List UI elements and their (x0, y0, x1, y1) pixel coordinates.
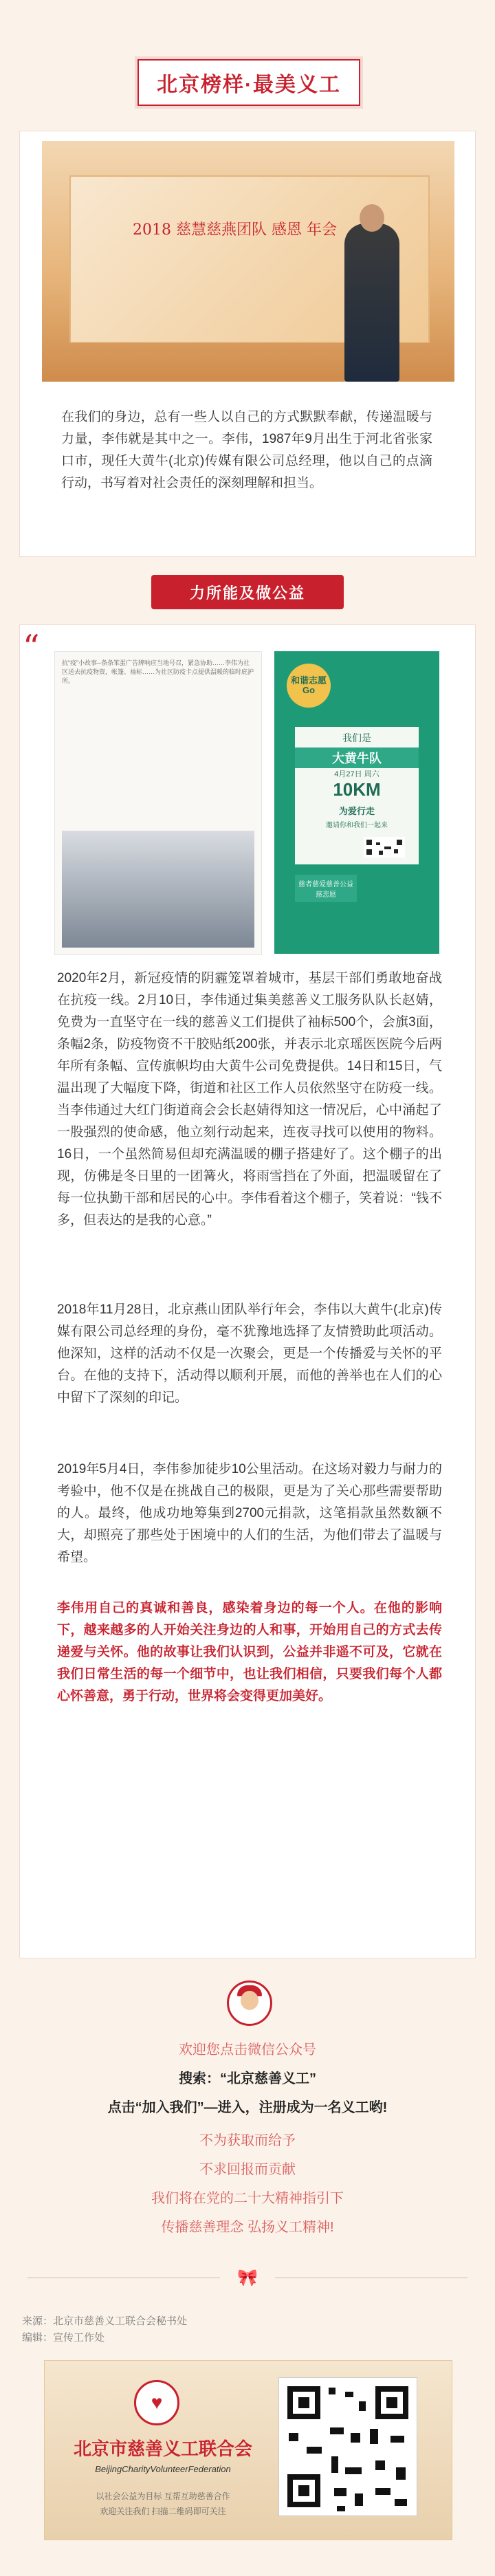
bow-icon: 🎀 (237, 2269, 258, 2287)
qr-code-icon[interactable] (278, 2377, 417, 2516)
org-slogan: 欢迎关注我们 扫描二维码即可关注 (100, 2507, 226, 2516)
poster-card (295, 727, 419, 864)
cta-motto: 传播慈善理念 弘扬义工精神! (161, 2220, 334, 2235)
hero-photo (42, 141, 454, 382)
story-paragraph: 2019年5月4日，李伟参加徒步10公里活动。在这场对毅力与耐力的考验中，他不仅是在挑战自己的极限，更是为了关心那些需要帮助的人。最终，他成功地筹集到2700元捐款，这笔捐款虽然数额不大，却照亮了那些处于困境中的人们的生活，为他们带去了温暖与希望。 (57, 1462, 442, 1564)
poster-badge: 慈者慈爱慈善公益 慈悲愿 (295, 875, 357, 902)
source-credit: 来源：北京市慈善义工联合会秘书处 (22, 2315, 188, 2327)
story-paragraph: 2020年2月，新冠疫情的阴霾笼罩着城市，基层干部们勇敢地奋战在抗疫一线。2月10日，李伟通过集美慈善义工服务队队长赵婧，免费为一直坚守在一线的慈善义工们提供了袖标500个，会旗3面，条幅2条，防疫物资不干胶贴纸200张，并表示北京瑶医医院今后两年所有条幅、宣传旗帜均由大黄牛公司免费提供。14日和15日，气温出现了大幅度下降，街道和社区工作人员依然坚守在防疫一线。当李伟通过大红门街道商会会长赵婧得知这一情况后，心中涌起了一股强烈的使命感，他立刻行动起来，连夜寻找可以使用的物料。16日，一个虽然简易但却充满温暖的棚子搭建好了。这个棚子的出现，仿佛是冬日里的一团篝火，将雨雪挡在了外面，把温暖留在了每一位执勤干部和居民的心中。李伟看着这个棚子，笑着说：“钱不多，但表达的是我的心意。” (57, 971, 442, 1227)
section-heading: 力所能及做公益 (151, 575, 344, 609)
intro-paragraph: 在我们的身边，总有一些人以自己的方式默默奉献，传递温暖与力量，李伟就是其中之一。李伟，1987年9月出生于河北省张家口市，现任大黄牛(北京)传媒有限公司总经理，他以自己的点滴行动，书写着对社会责任的深刻理解和担当。 (61, 410, 432, 490)
cta-motto: 不为获取而给予 (199, 2133, 296, 2148)
page-title: 北京榜样·最美义工 (157, 74, 341, 96)
cta-motto: 不求回报而贡献 (199, 2162, 296, 2177)
org-name: 北京市慈善义工联合会 (73, 2439, 252, 2460)
org-slogan: 以社会公益为目标 互帮互助慈善合作 (96, 2491, 230, 2501)
organization-footer-banner (44, 2360, 452, 2540)
title-banner (138, 59, 360, 106)
story-card (19, 624, 476, 1958)
avatar-face (241, 1991, 258, 2010)
poster-logo-circle: 和谐志愿Go (287, 664, 331, 708)
poster-slogan: 为爱行走 (338, 806, 375, 816)
cta-motto: 我们将在党的二十大精神指引下 (151, 2191, 344, 2206)
volunteer-avatar-icon (227, 1980, 272, 2026)
news-clipping-photo (62, 831, 254, 948)
cta-welcome: 欢迎您点击微信公众号 (179, 2042, 316, 2057)
poster-qr-icon (364, 837, 405, 858)
news-clipping-image[interactable] (54, 651, 262, 955)
story-paragraph: 2018年11月28日，北京燕山团队举行年会，李伟以大黄牛(北京)传媒有限公司总经理的身份，毫不犹豫地选择了友情赞助此项活动。他深知，这样的活动不仅是一次聚会，更是一个传播爱与关怀的平台。在他的支持下，活动得以顺利开展，而他的善举也在人们的心中留下了深刻的印记。 (57, 1302, 442, 1405)
poster-invite: 邀请你和我们一起来 (326, 822, 388, 829)
poster-distance: 10KM (333, 779, 381, 800)
intro-card (19, 131, 476, 557)
news-clipping-text: 抗“疫”小故事--条条笨蛋广告牌响应当地号召，紧急协助……李伟为社区送去抗疫物资，帐篷、袖标……为社区防疫卡点提供温暖的临时庇护所。 (62, 659, 254, 684)
hero-banner-text: 2018 慈慧慈燕团队 感恩 年会 (133, 221, 337, 239)
hero-person-figure (344, 223, 399, 382)
ribbon-divider (28, 2268, 468, 2289)
org-english-name: BeijingCharityVolunteerFederation (95, 2464, 231, 2474)
poster-line: 我们是 (342, 732, 371, 743)
org-logo-icon: ♥ (134, 2380, 179, 2425)
poster-team-name: 大黄牛队 (295, 747, 419, 768)
poster-date: 4月27日 周六 (334, 770, 380, 778)
quote-icon: “ (23, 628, 40, 666)
cta-search: 搜索：“北京慈善义工” (179, 2071, 316, 2086)
cta-join: 点击“加入我们”—进入，注册成为一名义工哟! (107, 2100, 388, 2115)
editor-credit: 编辑：宣传工作处 (22, 2332, 105, 2344)
story-conclusion: 李伟用自己的真诚和善良，感染着身边的每一个人。在他的影响下，越来越多的人开始关注身边的人和事，开始用自己的方式去传递爱与关怀。他的故事让我们认识到，公益并非遥不可及，它就在我们日常生活的每一个细节中，也让我们相信，只要我们每个人都心怀善意，勇于行动，世界将会变得更加美好。 (57, 1601, 442, 1703)
walk-event-poster[interactable] (274, 651, 439, 954)
